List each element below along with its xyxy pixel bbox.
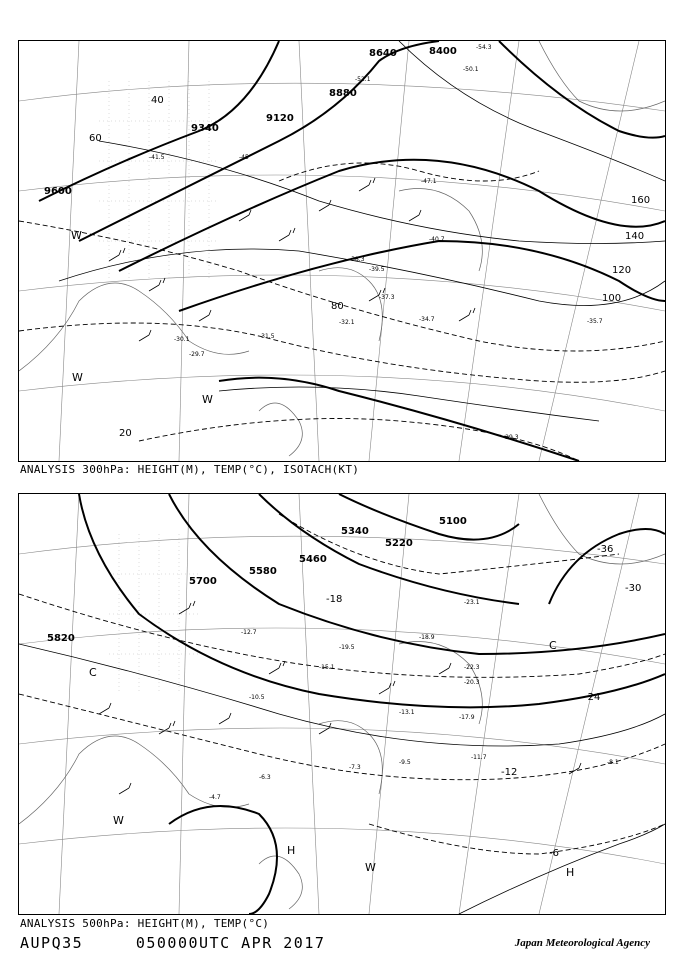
height-label: 5580 xyxy=(249,566,277,577)
temp-plot: -7.3 xyxy=(349,764,361,771)
height-label: 9340 xyxy=(191,123,219,134)
isotachs xyxy=(59,41,665,421)
marker-w: W xyxy=(202,393,213,406)
caption-300hpa: ANALYSIS 300hPa: HEIGHT(M), TEMP(°C), ISOTACH(KT) xyxy=(20,463,360,476)
temp-plot: -32.1 xyxy=(339,319,355,326)
temp-plot: -12.7 xyxy=(241,629,257,636)
temp-plot: -50.1 xyxy=(463,66,479,73)
temp-plot: -6.3 xyxy=(259,774,271,781)
valid-time: 050000UTC APR 2017 xyxy=(135,934,326,952)
temp-plot: -22.3 xyxy=(464,664,480,671)
marker-w: W xyxy=(72,371,83,384)
temp-label: -12 xyxy=(501,767,518,778)
grid-dots xyxy=(109,534,199,694)
temp-label: -18 xyxy=(326,594,343,605)
height-contours xyxy=(79,494,665,914)
temp-plot: -30.1 xyxy=(174,336,190,343)
marker-h: H xyxy=(287,844,296,857)
height-label: 8640 xyxy=(369,48,397,59)
agency-credit: Japan Meteorological Agency xyxy=(514,937,650,949)
temp-plot: -34.7 xyxy=(419,316,435,323)
coastlines xyxy=(19,41,665,456)
temp-plot: -38.3 xyxy=(349,256,365,263)
temp-plot: -13.1 xyxy=(399,709,415,716)
marker-c: C xyxy=(89,666,97,679)
height-label: 5100 xyxy=(439,516,467,527)
isotach-label: 100 xyxy=(602,293,622,304)
temp-plot: -41.5 xyxy=(149,154,165,161)
height-label: 5820 xyxy=(47,633,75,644)
markers xyxy=(89,639,574,879)
height-label: 5340 xyxy=(341,526,369,537)
isotach-label: 40 xyxy=(151,95,164,106)
temp-plot: -39.5 xyxy=(369,266,385,273)
marker-h: H xyxy=(566,866,575,879)
temp-label: -36 xyxy=(597,544,614,555)
temp-plot: -23.1 xyxy=(464,599,480,606)
temp-plots xyxy=(149,44,603,441)
temp-plot: -10.5 xyxy=(249,694,265,701)
isotherms xyxy=(19,514,665,854)
isotach-label: 140 xyxy=(625,231,645,242)
map-300hpa-svg xyxy=(19,41,665,461)
graticule xyxy=(19,494,665,914)
isotach-label: 20 xyxy=(119,428,132,439)
isotach-label: 60 xyxy=(89,133,102,144)
height-label: 8400 xyxy=(429,46,457,57)
temp-plot: -15.1 xyxy=(319,664,335,671)
temp-label: -6 xyxy=(549,848,559,859)
coastlines xyxy=(19,494,665,909)
product-header xyxy=(20,934,325,952)
height-label: 8880 xyxy=(329,88,357,99)
temp-plot: -11.7 xyxy=(471,754,487,761)
temp-plot: -8.1 xyxy=(607,759,619,766)
temp-plot: -19.5 xyxy=(339,644,355,651)
graticule xyxy=(19,41,665,461)
product-id: AUPQ35 xyxy=(20,934,84,952)
temp-plot: -9.5 xyxy=(399,759,411,766)
temp-plot: -20.3 xyxy=(464,679,480,686)
temp-plot: -52.1 xyxy=(355,76,371,83)
temp-plot: -29.7 xyxy=(189,351,205,358)
isotach-label: 80 xyxy=(331,301,344,312)
temp-plot: -17.9 xyxy=(459,714,475,721)
height-labels xyxy=(44,46,457,197)
temp-plot: -54.3 xyxy=(476,44,492,51)
map-300hpa xyxy=(18,40,666,462)
marker-w: W xyxy=(113,814,124,827)
temp-plot: -31.5 xyxy=(259,333,275,340)
isotach-label: 120 xyxy=(612,265,632,276)
caption-500hpa: ANALYSIS 500hPa: HEIGHT(M), TEMP(°C) xyxy=(20,917,270,930)
temp-plot: -37.3 xyxy=(379,294,395,301)
height-label: 9120 xyxy=(266,113,294,124)
temp-plot: -40.7 xyxy=(429,236,445,243)
height-label: 5700 xyxy=(189,576,217,587)
temp-plot: -45 xyxy=(239,154,249,161)
height-contours xyxy=(39,41,665,461)
temp-label: -30 xyxy=(625,583,642,594)
marker-w: W xyxy=(71,229,82,242)
temp-plot: -4.7 xyxy=(209,794,221,801)
isotach-label: 160 xyxy=(631,195,651,206)
marker-w: W xyxy=(365,861,376,874)
map-500hpa-svg xyxy=(19,494,665,914)
height-label: 5220 xyxy=(385,538,413,549)
temp-plot: -35.7 xyxy=(587,318,603,325)
temp-label: -24 xyxy=(584,692,601,703)
temp-plot: -18.9 xyxy=(419,634,435,641)
marker-c: C xyxy=(549,639,557,652)
temp-plot: -47.1 xyxy=(421,178,437,185)
map-500hpa xyxy=(18,493,666,915)
height-label: 5460 xyxy=(299,554,327,565)
height-label: 9600 xyxy=(44,186,72,197)
temp-plots xyxy=(209,599,619,801)
temp-plot: -29.3 xyxy=(503,434,519,441)
